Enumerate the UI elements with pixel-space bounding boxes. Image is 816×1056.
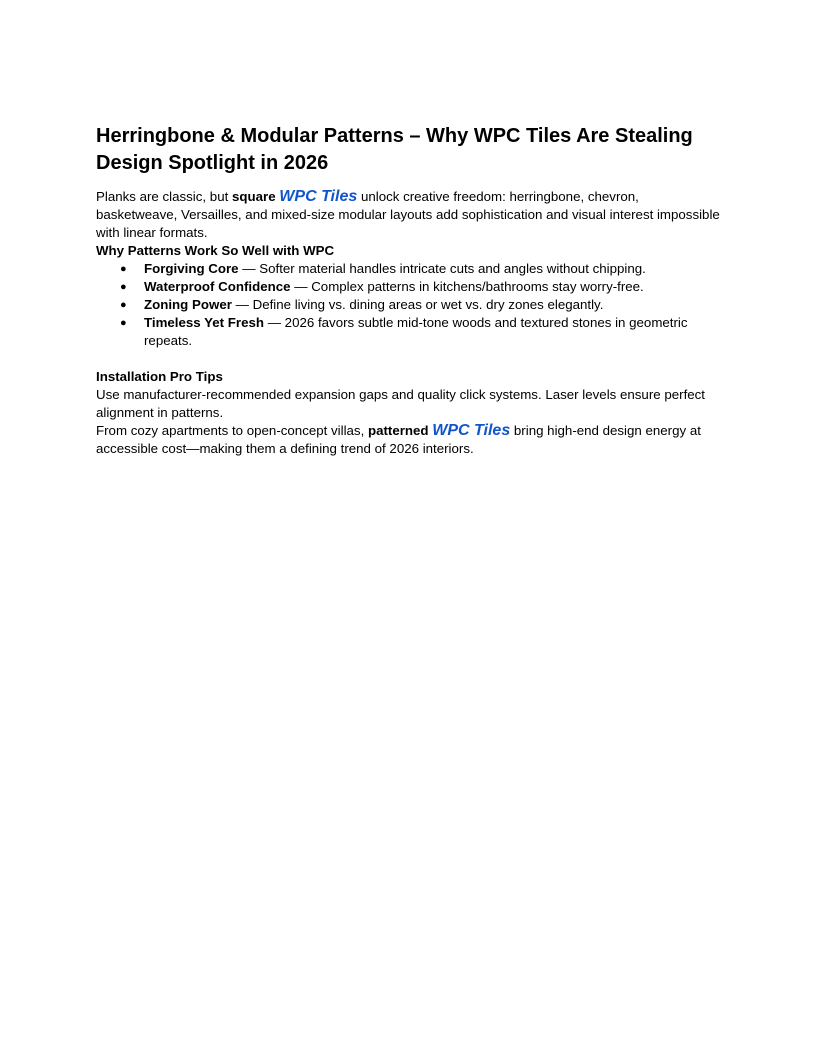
list-item-term: Timeless Yet Fresh [144,315,264,330]
closing-paragraph [96,422,720,458]
list-item [96,260,720,278]
intro-bold-word: square [231,189,276,204]
list-item [96,314,720,350]
wpc-tiles-link[interactable]: WPC Tiles [279,188,358,205]
section-heading-installation: Installation Pro Tips [96,369,223,384]
closing-text-end: bring high-end design energy at accessible cost—making them a defining trend of 2026 interiors. [96,423,701,456]
closing-text-start: From cozy apartments to open-concept villas, [96,423,368,438]
benefits-list [96,260,720,350]
section-heading-patterns: Why Patterns Work So Well with WPC [96,243,335,258]
intro-paragraph [96,188,720,242]
list-item-text: — Softer material handles intricate cuts and angles without chipping. [238,261,646,276]
bullet-icon: ● [120,317,127,329]
intro-text-end: unlock creative freedom: herringbone, chevron, basketweave, Versailles, and mixed-size modular layouts add sophistication and visual interest impossible with linear formats. [96,189,720,240]
document-title: Herringbone & Modular Patterns – Why WPC Tiles Are Stealing Design Spotlight in 2026 [96,125,693,174]
bullet-icon: ● [120,299,127,311]
blank-line [96,350,720,368]
intro-text-start: Planks are classic, but [96,189,232,204]
list-item-term: Zoning Power [144,297,232,312]
list-item [96,296,720,314]
wpc-tiles-link[interactable]: WPC Tiles [432,422,511,439]
list-item-text: — Define living vs. dining areas or wet vs. dry zones elegantly. [231,297,604,312]
list-item-text: — Complex patterns in kitchens/bathrooms stay worry-free. [290,279,644,294]
bullet-icon: ● [120,263,127,275]
list-item-term: Forgiving Core [144,261,239,276]
list-item-term: Waterproof Confidence [144,279,291,294]
bullet-icon: ● [120,281,127,293]
closing-bold-word: patterned [367,423,429,438]
list-item-text: — 2026 favors subtle mid-tone woods and textured stones in geometric repeats. [144,315,688,348]
tips-paragraph: Use manufacturer-recommended expansion gaps and quality click systems. Laser levels ensure perfect alignment in patterns. [96,387,705,420]
list-item [96,278,720,296]
